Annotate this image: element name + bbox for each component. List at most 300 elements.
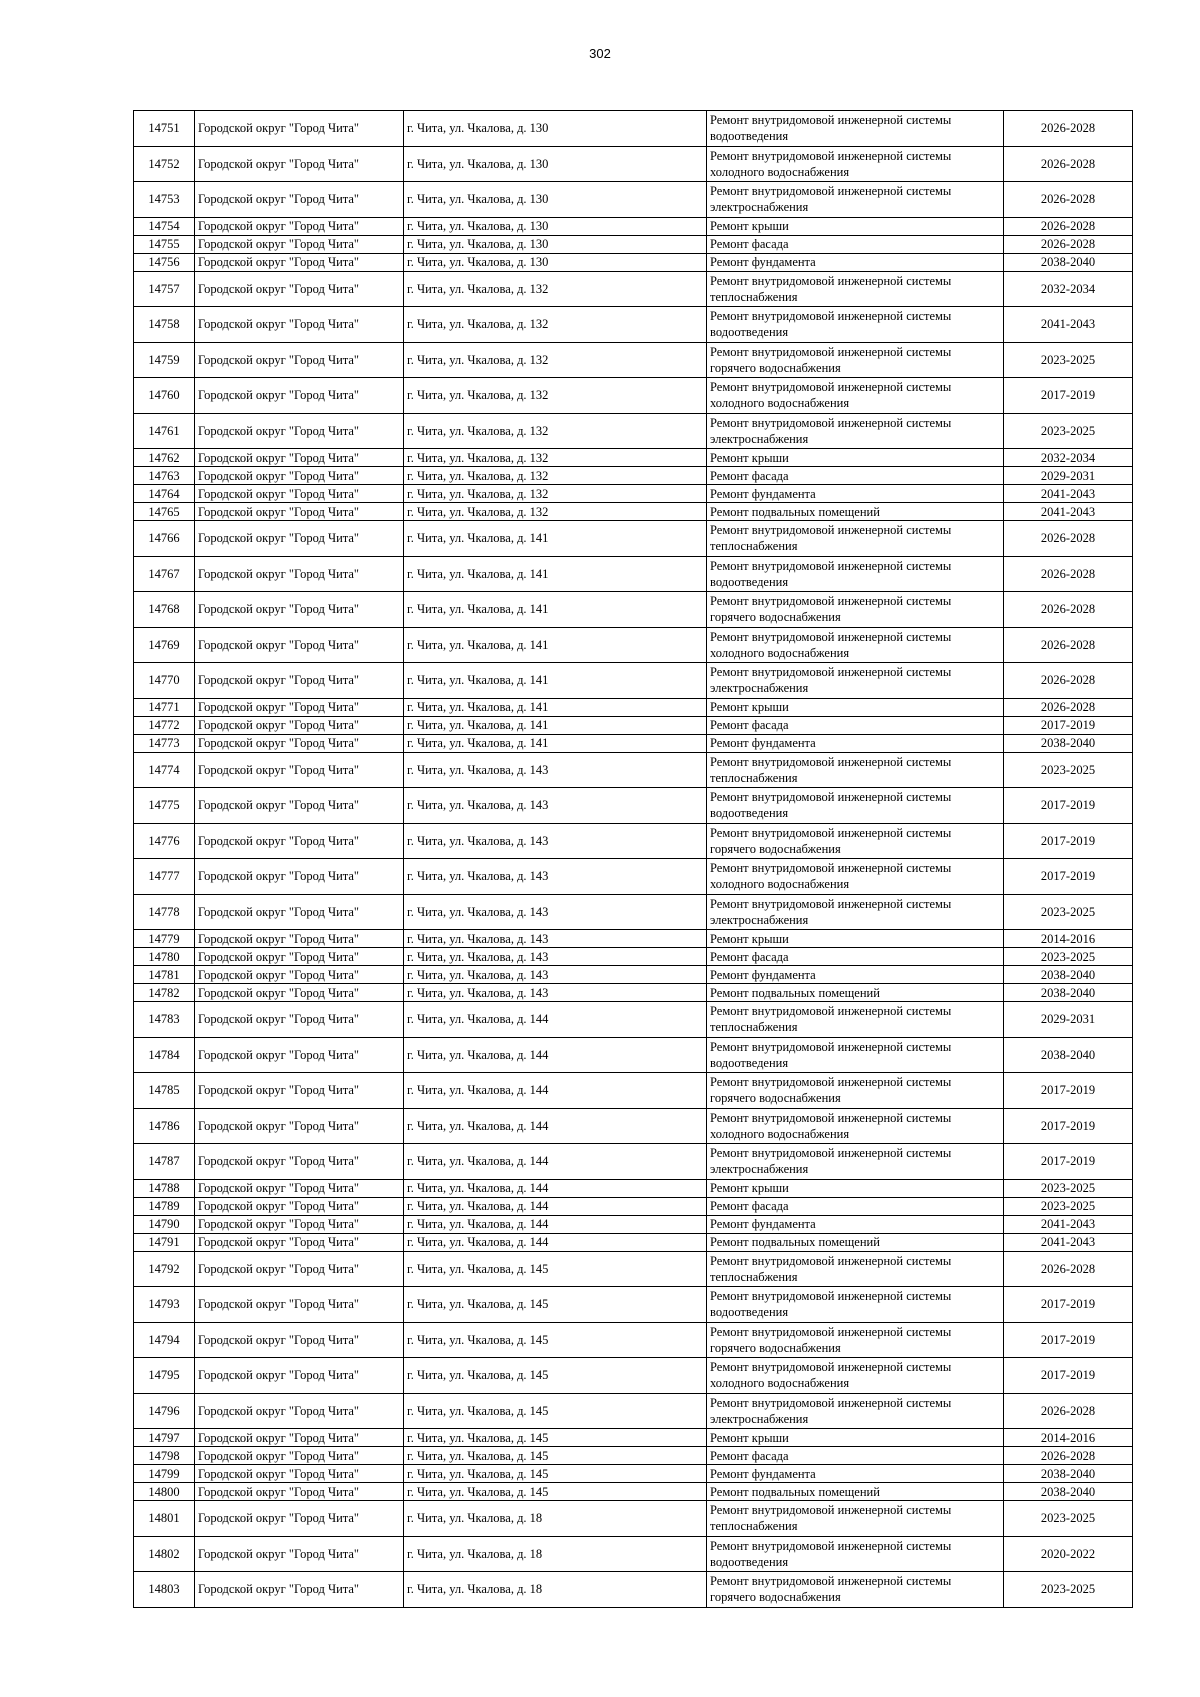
row-number-cell: 14765 — [134, 503, 195, 521]
row-number-cell: 14782 — [134, 984, 195, 1002]
row-number-cell: 14774 — [134, 752, 195, 788]
address-cell: г. Чита, ул. Чкалова, д. 144 — [404, 1179, 707, 1197]
district-cell: Городской округ "Город Чита" — [195, 859, 404, 895]
work-type-cell: Ремонт внутридомовой инженерной системы холодного водоснабжения — [707, 627, 1004, 663]
period-cell: 2026-2028 — [1004, 698, 1133, 716]
district-cell: Городской округ "Город Чита" — [195, 984, 404, 1002]
address-cell: г. Чита, ул. Чкалова, д. 132 — [404, 271, 707, 307]
page-number: 302 — [589, 46, 611, 61]
row-number-cell: 14779 — [134, 930, 195, 948]
row-number-cell: 14764 — [134, 485, 195, 503]
table-row — [134, 627, 1133, 663]
row-number-cell: 14790 — [134, 1215, 195, 1233]
work-type-cell: Ремонт внутридомовой инженерной системы водоотведения — [707, 307, 1004, 343]
row-number-cell: 14757 — [134, 271, 195, 307]
row-number-cell: 14773 — [134, 734, 195, 752]
period-cell: 2038-2040 — [1004, 253, 1133, 271]
table-row — [134, 966, 1133, 984]
work-type-cell: Ремонт крыши — [707, 930, 1004, 948]
work-type-cell: Ремонт внутридомовой инженерной системы водоотведения — [707, 1037, 1004, 1073]
address-cell: г. Чита, ул. Чкалова, д. 145 — [404, 1429, 707, 1447]
table-row — [134, 1251, 1133, 1287]
district-cell: Городской округ "Город Чита" — [195, 1483, 404, 1501]
district-cell: Городской округ "Город Чита" — [195, 823, 404, 859]
table-row — [134, 1287, 1133, 1323]
district-cell: Городской округ "Город Чита" — [195, 894, 404, 930]
table-row — [134, 948, 1133, 966]
table-row — [134, 663, 1133, 699]
period-cell: 2023-2025 — [1004, 413, 1133, 449]
row-number-cell: 14759 — [134, 342, 195, 378]
address-cell: г. Чита, ул. Чкалова, д. 141 — [404, 663, 707, 699]
row-number-cell: 14789 — [134, 1197, 195, 1215]
row-number-cell: 14772 — [134, 716, 195, 734]
row-number-cell: 14755 — [134, 235, 195, 253]
table-row — [134, 1037, 1133, 1073]
period-cell: 2026-2028 — [1004, 663, 1133, 699]
address-cell: г. Чита, ул. Чкалова, д. 143 — [404, 966, 707, 984]
table-row — [134, 930, 1133, 948]
row-number-cell: 14769 — [134, 627, 195, 663]
row-number-cell: 14791 — [134, 1233, 195, 1251]
period-cell: 2038-2040 — [1004, 1037, 1133, 1073]
district-cell: Городской округ "Город Чита" — [195, 698, 404, 716]
row-number-cell: 14768 — [134, 592, 195, 628]
table-row — [134, 235, 1133, 253]
address-cell: г. Чита, ул. Чкалова, д. 132 — [404, 413, 707, 449]
row-number-cell: 14799 — [134, 1465, 195, 1483]
address-cell: г. Чита, ул. Чкалова, д. 145 — [404, 1287, 707, 1323]
district-cell: Городской округ "Город Чита" — [195, 146, 404, 182]
district-cell: Городской округ "Город Чита" — [195, 1572, 404, 1608]
work-type-cell: Ремонт внутридомовой инженерной системы теплоснабжения — [707, 752, 1004, 788]
period-cell: 2032-2034 — [1004, 271, 1133, 307]
table-row — [134, 984, 1133, 1002]
work-type-cell: Ремонт фасада — [707, 1197, 1004, 1215]
row-number-cell: 14758 — [134, 307, 195, 343]
address-cell: г. Чита, ул. Чкалова, д. 145 — [404, 1465, 707, 1483]
row-number-cell: 14781 — [134, 966, 195, 984]
work-type-cell: Ремонт крыши — [707, 449, 1004, 467]
row-number-cell: 14763 — [134, 467, 195, 485]
district-cell: Городской округ "Город Чита" — [195, 485, 404, 503]
period-cell: 2038-2040 — [1004, 966, 1133, 984]
address-cell: г. Чита, ул. Чкалова, д. 130 — [404, 217, 707, 235]
table-row — [134, 1233, 1133, 1251]
table-row — [134, 467, 1133, 485]
period-cell: 2041-2043 — [1004, 503, 1133, 521]
table-row — [134, 1002, 1133, 1038]
address-cell: г. Чита, ул. Чкалова, д. 141 — [404, 734, 707, 752]
period-cell: 2026-2028 — [1004, 111, 1133, 147]
district-cell: Городской округ "Город Чита" — [195, 1358, 404, 1394]
table-row — [134, 1108, 1133, 1144]
district-cell: Городской округ "Город Чита" — [195, 217, 404, 235]
work-type-cell: Ремонт подвальных помещений — [707, 1233, 1004, 1251]
work-type-cell: Ремонт подвальных помещений — [707, 1483, 1004, 1501]
table-row — [134, 253, 1133, 271]
address-cell: г. Чита, ул. Чкалова, д. 143 — [404, 752, 707, 788]
period-cell: 2023-2025 — [1004, 1572, 1133, 1608]
work-type-cell: Ремонт внутридомовой инженерной системы теплоснабжения — [707, 1501, 1004, 1537]
district-cell: Городской округ "Город Чита" — [195, 663, 404, 699]
period-cell: 2026-2028 — [1004, 1251, 1133, 1287]
row-number-cell: 14754 — [134, 217, 195, 235]
table-row — [134, 698, 1133, 716]
table-row — [134, 1073, 1133, 1109]
work-type-cell: Ремонт фасада — [707, 467, 1004, 485]
address-cell: г. Чита, ул. Чкалова, д. 143 — [404, 894, 707, 930]
period-cell: 2017-2019 — [1004, 1108, 1133, 1144]
work-type-cell: Ремонт фундамента — [707, 1215, 1004, 1233]
period-cell: 2029-2031 — [1004, 467, 1133, 485]
address-cell: г. Чита, ул. Чкалова, д. 143 — [404, 859, 707, 895]
address-cell: г. Чита, ул. Чкалова, д. 143 — [404, 984, 707, 1002]
row-number-cell: 14760 — [134, 378, 195, 414]
district-cell: Городской округ "Город Чита" — [195, 1197, 404, 1215]
period-cell: 2023-2025 — [1004, 948, 1133, 966]
period-cell: 2017-2019 — [1004, 788, 1133, 824]
district-cell: Городской округ "Город Чита" — [195, 1393, 404, 1429]
period-cell: 2020-2022 — [1004, 1536, 1133, 1572]
work-type-cell: Ремонт внутридомовой инженерной системы холодного водоснабжения — [707, 1358, 1004, 1394]
work-type-cell: Ремонт внутридомовой инженерной системы теплоснабжения — [707, 521, 1004, 557]
period-cell: 2023-2025 — [1004, 342, 1133, 378]
work-type-cell: Ремонт внутридомовой инженерной системы холодного водоснабжения — [707, 378, 1004, 414]
address-cell: г. Чита, ул. Чкалова, д. 132 — [404, 342, 707, 378]
work-type-cell: Ремонт внутридомовой инженерной системы электроснабжения — [707, 1144, 1004, 1180]
row-number-cell: 14783 — [134, 1002, 195, 1038]
work-type-cell: Ремонт внутридомовой инженерной системы электроснабжения — [707, 663, 1004, 699]
period-cell: 2026-2028 — [1004, 521, 1133, 557]
address-cell: г. Чита, ул. Чкалова, д. 130 — [404, 253, 707, 271]
table-row — [134, 734, 1133, 752]
address-cell: г. Чита, ул. Чкалова, д. 132 — [404, 307, 707, 343]
row-number-cell: 14761 — [134, 413, 195, 449]
table-row — [134, 1358, 1133, 1394]
table-row — [134, 894, 1133, 930]
period-cell: 2041-2043 — [1004, 307, 1133, 343]
work-type-cell: Ремонт крыши — [707, 1179, 1004, 1197]
district-cell: Городской округ "Город Чита" — [195, 1501, 404, 1537]
district-cell: Городской округ "Город Чита" — [195, 182, 404, 218]
address-cell: г. Чита, ул. Чкалова, д. 132 — [404, 378, 707, 414]
address-cell: г. Чита, ул. Чкалова, д. 143 — [404, 930, 707, 948]
table-row — [134, 521, 1133, 557]
address-cell: г. Чита, ул. Чкалова, д. 130 — [404, 235, 707, 253]
address-cell: г. Чита, ул. Чкалова, д. 144 — [404, 1037, 707, 1073]
table-row — [134, 146, 1133, 182]
district-cell: Городской округ "Город Чита" — [195, 788, 404, 824]
address-cell: г. Чита, ул. Чкалова, д. 132 — [404, 485, 707, 503]
work-type-cell: Ремонт фасада — [707, 1447, 1004, 1465]
district-cell: Городской округ "Город Чита" — [195, 592, 404, 628]
table-row — [134, 1429, 1133, 1447]
table-row — [134, 307, 1133, 343]
row-number-cell: 14798 — [134, 1447, 195, 1465]
row-number-cell: 14800 — [134, 1483, 195, 1501]
address-cell: г. Чита, ул. Чкалова, д. 145 — [404, 1483, 707, 1501]
work-type-cell: Ремонт подвальных помещений — [707, 984, 1004, 1002]
table-row — [134, 556, 1133, 592]
row-number-cell: 14777 — [134, 859, 195, 895]
district-cell: Городской округ "Город Чита" — [195, 1215, 404, 1233]
row-number-cell: 14778 — [134, 894, 195, 930]
address-cell: г. Чита, ул. Чкалова, д. 145 — [404, 1251, 707, 1287]
row-number-cell: 14793 — [134, 1287, 195, 1323]
district-cell: Городской округ "Город Чита" — [195, 271, 404, 307]
row-number-cell: 14771 — [134, 698, 195, 716]
district-cell: Городской округ "Город Чита" — [195, 556, 404, 592]
district-cell: Городской округ "Город Чита" — [195, 449, 404, 467]
table-row — [134, 503, 1133, 521]
row-number-cell: 14788 — [134, 1179, 195, 1197]
period-cell: 2017-2019 — [1004, 1287, 1133, 1323]
table-body — [134, 111, 1133, 1608]
period-cell: 2026-2028 — [1004, 146, 1133, 182]
address-cell: г. Чита, ул. Чкалова, д. 132 — [404, 503, 707, 521]
work-type-cell: Ремонт фундамента — [707, 734, 1004, 752]
district-cell: Городской округ "Город Чита" — [195, 1073, 404, 1109]
row-number-cell: 14776 — [134, 823, 195, 859]
period-cell: 2038-2040 — [1004, 984, 1133, 1002]
row-number-cell: 14801 — [134, 1501, 195, 1537]
district-cell: Городской округ "Город Чита" — [195, 1037, 404, 1073]
address-cell: г. Чита, ул. Чкалова, д. 143 — [404, 823, 707, 859]
row-number-cell: 14753 — [134, 182, 195, 218]
address-cell: г. Чита, ул. Чкалова, д. 145 — [404, 1358, 707, 1394]
period-cell: 2032-2034 — [1004, 449, 1133, 467]
work-type-cell: Ремонт внутридомовой инженерной системы электроснабжения — [707, 413, 1004, 449]
work-type-cell: Ремонт внутридомовой инженерной системы холодного водоснабжения — [707, 146, 1004, 182]
district-cell: Городской округ "Город Чита" — [195, 111, 404, 147]
row-number-cell: 14794 — [134, 1322, 195, 1358]
period-cell: 2014-2016 — [1004, 930, 1133, 948]
district-cell: Городской округ "Город Чита" — [195, 253, 404, 271]
address-cell: г. Чита, ул. Чкалова, д. 144 — [404, 1073, 707, 1109]
district-cell: Городской округ "Город Чита" — [195, 734, 404, 752]
table-row — [134, 1501, 1133, 1537]
period-cell: 2023-2025 — [1004, 1179, 1133, 1197]
row-number-cell: 14796 — [134, 1393, 195, 1429]
district-cell: Городской округ "Город Чита" — [195, 1144, 404, 1180]
address-cell: г. Чита, ул. Чкалова, д. 143 — [404, 948, 707, 966]
table-row — [134, 1536, 1133, 1572]
work-type-cell: Ремонт внутридомовой инженерной системы горячего водоснабжения — [707, 592, 1004, 628]
district-cell: Городской округ "Город Чита" — [195, 1322, 404, 1358]
address-cell: г. Чита, ул. Чкалова, д. 18 — [404, 1572, 707, 1608]
table-row — [134, 859, 1133, 895]
district-cell: Городской округ "Город Чита" — [195, 503, 404, 521]
table-row — [134, 182, 1133, 218]
district-cell: Городской округ "Город Чита" — [195, 378, 404, 414]
district-cell: Городской округ "Город Чита" — [195, 467, 404, 485]
work-type-cell: Ремонт внутридомовой инженерной системы электроснабжения — [707, 1393, 1004, 1429]
row-number-cell: 14780 — [134, 948, 195, 966]
address-cell: г. Чита, ул. Чкалова, д. 141 — [404, 521, 707, 557]
address-cell: г. Чита, ул. Чкалова, д. 144 — [404, 1108, 707, 1144]
address-cell: г. Чита, ул. Чкалова, д. 141 — [404, 627, 707, 663]
row-number-cell: 14766 — [134, 521, 195, 557]
work-type-cell: Ремонт внутридомовой инженерной системы водоотведения — [707, 1536, 1004, 1572]
work-type-cell: Ремонт фундамента — [707, 485, 1004, 503]
district-cell: Городской округ "Город Чита" — [195, 413, 404, 449]
work-type-cell: Ремонт фундамента — [707, 253, 1004, 271]
row-number-cell: 14770 — [134, 663, 195, 699]
work-type-cell: Ремонт внутридомовой инженерной системы холодного водоснабжения — [707, 1108, 1004, 1144]
district-cell: Городской округ "Город Чита" — [195, 627, 404, 663]
period-cell: 2038-2040 — [1004, 1483, 1133, 1501]
period-cell: 2014-2016 — [1004, 1429, 1133, 1447]
row-number-cell: 14751 — [134, 111, 195, 147]
district-cell: Городской округ "Город Чита" — [195, 1179, 404, 1197]
table-row — [134, 716, 1133, 734]
period-cell: 2023-2025 — [1004, 894, 1133, 930]
table-row — [134, 1447, 1133, 1465]
address-cell: г. Чита, ул. Чкалова, д. 132 — [404, 467, 707, 485]
district-cell: Городской округ "Город Чита" — [195, 1251, 404, 1287]
work-type-cell: Ремонт внутридомовой инженерной системы водоотведения — [707, 556, 1004, 592]
work-type-cell: Ремонт внутридомовой инженерной системы горячего водоснабжения — [707, 342, 1004, 378]
district-cell: Городской округ "Город Чита" — [195, 235, 404, 253]
work-type-cell: Ремонт внутридомовой инженерной системы теплоснабжения — [707, 271, 1004, 307]
table-row — [134, 1179, 1133, 1197]
district-cell: Городской округ "Город Чита" — [195, 1429, 404, 1447]
work-type-cell: Ремонт внутридомовой инженерной системы горячего водоснабжения — [707, 1322, 1004, 1358]
work-type-cell: Ремонт внутридомовой инженерной системы электроснабжения — [707, 894, 1004, 930]
period-cell: 2041-2043 — [1004, 1215, 1133, 1233]
work-type-cell: Ремонт фундамента — [707, 1465, 1004, 1483]
period-cell: 2038-2040 — [1004, 1465, 1133, 1483]
row-number-cell: 14762 — [134, 449, 195, 467]
address-cell: г. Чита, ул. Чкалова, д. 145 — [404, 1393, 707, 1429]
district-cell: Городской округ "Город Чита" — [195, 1536, 404, 1572]
table-row — [134, 823, 1133, 859]
row-number-cell: 14787 — [134, 1144, 195, 1180]
district-cell: Городской округ "Город Чита" — [195, 1108, 404, 1144]
work-type-cell: Ремонт внутридомовой инженерной системы горячего водоснабжения — [707, 823, 1004, 859]
work-type-cell: Ремонт внутридомовой инженерной системы теплоснабжения — [707, 1251, 1004, 1287]
table-row — [134, 271, 1133, 307]
row-number-cell: 14775 — [134, 788, 195, 824]
work-type-cell: Ремонт фасада — [707, 235, 1004, 253]
work-type-cell: Ремонт фасада — [707, 716, 1004, 734]
address-cell: г. Чита, ул. Чкалова, д. 141 — [404, 716, 707, 734]
work-type-cell: Ремонт внутридомовой инженерной системы горячего водоснабжения — [707, 1572, 1004, 1608]
period-cell: 2029-2031 — [1004, 1002, 1133, 1038]
period-cell: 2038-2040 — [1004, 734, 1133, 752]
table-row — [134, 378, 1133, 414]
district-cell: Городской округ "Город Чита" — [195, 521, 404, 557]
period-cell: 2026-2028 — [1004, 1447, 1133, 1465]
address-cell: г. Чита, ул. Чкалова, д. 145 — [404, 1447, 707, 1465]
table-row — [134, 1215, 1133, 1233]
table-row — [134, 752, 1133, 788]
district-cell: Городской округ "Город Чита" — [195, 1233, 404, 1251]
district-cell: Городской округ "Город Чита" — [195, 1447, 404, 1465]
district-cell: Городской округ "Город Чита" — [195, 1002, 404, 1038]
table-row — [134, 1393, 1133, 1429]
address-cell: г. Чита, ул. Чкалова, д. 141 — [404, 556, 707, 592]
table-row — [134, 413, 1133, 449]
address-cell: г. Чита, ул. Чкалова, д. 141 — [404, 592, 707, 628]
district-cell: Городской округ "Город Чита" — [195, 1287, 404, 1323]
period-cell: 2026-2028 — [1004, 235, 1133, 253]
district-cell: Городской округ "Город Чита" — [195, 716, 404, 734]
work-type-cell: Ремонт внутридомовой инженерной системы водоотведения — [707, 111, 1004, 147]
address-cell: г. Чита, ул. Чкалова, д. 145 — [404, 1322, 707, 1358]
work-type-cell: Ремонт крыши — [707, 698, 1004, 716]
district-cell: Городской округ "Город Чита" — [195, 342, 404, 378]
row-number-cell: 14756 — [134, 253, 195, 271]
work-type-cell: Ремонт внутридомовой инженерной системы горячего водоснабжения — [707, 1073, 1004, 1109]
district-cell: Городской округ "Город Чита" — [195, 966, 404, 984]
period-cell: 2026-2028 — [1004, 556, 1133, 592]
period-cell: 2017-2019 — [1004, 378, 1133, 414]
work-type-cell: Ремонт внутридомовой инженерной системы холодного водоснабжения — [707, 859, 1004, 895]
table-row — [134, 1197, 1133, 1215]
address-cell: г. Чита, ул. Чкалова, д. 144 — [404, 1215, 707, 1233]
district-cell: Городской округ "Город Чита" — [195, 930, 404, 948]
period-cell: 2017-2019 — [1004, 859, 1133, 895]
period-cell: 2023-2025 — [1004, 752, 1133, 788]
row-number-cell: 14803 — [134, 1572, 195, 1608]
address-cell: г. Чита, ул. Чкалова, д. 144 — [404, 1197, 707, 1215]
period-cell: 2017-2019 — [1004, 1073, 1133, 1109]
row-number-cell: 14784 — [134, 1037, 195, 1073]
period-cell: 2017-2019 — [1004, 1358, 1133, 1394]
table-row — [134, 592, 1133, 628]
address-cell: г. Чита, ул. Чкалова, д. 144 — [404, 1002, 707, 1038]
row-number-cell: 14802 — [134, 1536, 195, 1572]
table-row — [134, 1465, 1133, 1483]
work-type-cell: Ремонт фундамента — [707, 966, 1004, 984]
table-row — [134, 1572, 1133, 1608]
period-cell: 2041-2043 — [1004, 1233, 1133, 1251]
address-cell: г. Чита, ул. Чкалова, д. 132 — [404, 449, 707, 467]
table-row — [134, 485, 1133, 503]
address-cell: г. Чита, ул. Чкалова, д. 143 — [404, 788, 707, 824]
work-type-cell: Ремонт крыши — [707, 217, 1004, 235]
address-cell: г. Чита, ул. Чкалова, д. 130 — [404, 146, 707, 182]
row-number-cell: 14767 — [134, 556, 195, 592]
period-cell: 2026-2028 — [1004, 182, 1133, 218]
row-number-cell: 14797 — [134, 1429, 195, 1447]
work-type-cell: Ремонт фасада — [707, 948, 1004, 966]
address-cell: г. Чита, ул. Чкалова, д. 141 — [404, 698, 707, 716]
work-type-cell: Ремонт крыши — [707, 1429, 1004, 1447]
period-cell: 2026-2028 — [1004, 1393, 1133, 1429]
district-cell: Городской округ "Город Чита" — [195, 307, 404, 343]
table-row — [134, 788, 1133, 824]
district-cell: Городской округ "Город Чита" — [195, 1465, 404, 1483]
period-cell: 2017-2019 — [1004, 716, 1133, 734]
address-cell: г. Чита, ул. Чкалова, д. 18 — [404, 1536, 707, 1572]
work-type-cell: Ремонт внутридомовой инженерной системы теплоснабжения — [707, 1002, 1004, 1038]
period-cell: 2026-2028 — [1004, 592, 1133, 628]
row-number-cell: 14752 — [134, 146, 195, 182]
row-number-cell: 14795 — [134, 1358, 195, 1394]
work-type-cell: Ремонт внутридомовой инженерной системы водоотведения — [707, 788, 1004, 824]
table-row — [134, 111, 1133, 147]
period-cell: 2041-2043 — [1004, 485, 1133, 503]
work-type-cell: Ремонт внутридомовой инженерной системы электроснабжения — [707, 182, 1004, 218]
address-cell: г. Чита, ул. Чкалова, д. 130 — [404, 111, 707, 147]
address-cell: г. Чита, ул. Чкалова, д. 144 — [404, 1144, 707, 1180]
table-row — [134, 1144, 1133, 1180]
period-cell: 2026-2028 — [1004, 217, 1133, 235]
work-type-cell: Ремонт подвальных помещений — [707, 503, 1004, 521]
